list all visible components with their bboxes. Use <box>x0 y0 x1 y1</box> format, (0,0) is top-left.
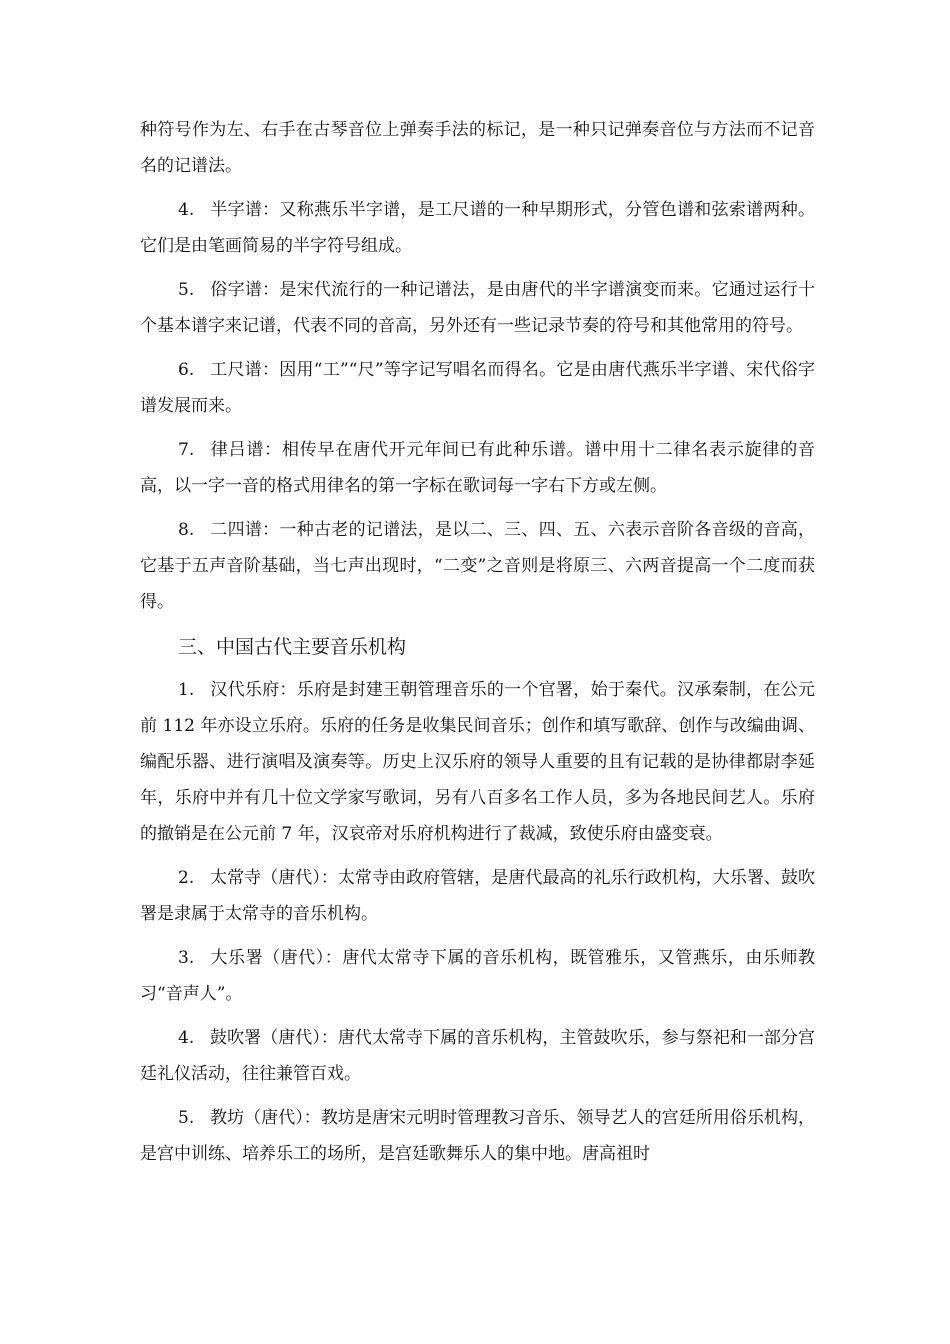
item-number: 2. <box>178 868 195 888</box>
item-text: 太常寺（唐代）：太常寺由政府管辖，是唐代最高的礼乐行政机构，大乐署、鼓吹署是隶属于太常寺的音乐机构。 <box>140 868 815 924</box>
intro-paragraph: 种符号作为左、右手在古琴音位上弹奏手法的标记，是一种只记弹奏音位与方法而不记音名的记谱法。 <box>140 120 815 176</box>
list-item <box>140 672 815 852</box>
item-text: 大乐署（唐代）：唐代太常寺下属的音乐机构，既管雅乐，又管燕乐，由乐师教习“音声人”。 <box>140 948 815 1004</box>
list-item <box>140 1020 815 1092</box>
item-number: 5. <box>178 1108 195 1128</box>
item-number: 1. <box>178 680 195 700</box>
item-number: 7. <box>178 440 195 460</box>
item-text: 俗字谱：是宋代流行的一种记谱法，是由唐代的半字谱演变而来。它通过运行十个基本谱字来记谱，代表不同的音高，另外还有一些记录节奏的符号和其他常用的符号。 <box>140 280 815 336</box>
list-item <box>140 192 815 264</box>
item-number: 4. <box>178 1028 195 1048</box>
item-text: 工尺谱：因用“工”“尺”等字记写唱名而得名。它是由唐代燕乐半字谱、宋代俗字谱发展而来。 <box>140 360 815 416</box>
page-content <box>140 112 815 1180</box>
item-text: 教坊（唐代）：教坊是唐宋元明时管理教习音乐、领导艺人的宫廷所用俗乐机构，是宫中训练、培养乐工的场所，是宫廷歌舞乐人的集中地。唐高祖时 <box>140 1108 815 1164</box>
item-number: 4. <box>178 200 195 220</box>
section-heading: 三、中国古代主要音乐机构 <box>178 636 407 658</box>
item-text: 鼓吹署（唐代）：唐代太常寺下属的音乐机构，主管鼓吹乐，参与祭祀和一部分宫廷礼仪活动，往往兼管百戏。 <box>140 1028 815 1084</box>
list-item <box>140 512 815 620</box>
list-item <box>140 860 815 932</box>
item-text: 律吕谱：相传早在唐代开元年间已有此种乐谱。谱中用十二律名表示旋律的音高，以一字一音的格式用律名的第一字标在歌词每一字右下方或左侧。 <box>140 440 815 496</box>
item-number: 6. <box>178 360 195 380</box>
item-number: 3. <box>178 948 195 968</box>
list-item <box>140 940 815 1012</box>
list-item <box>140 352 815 424</box>
notation-list <box>140 192 815 620</box>
item-number: 5. <box>178 280 195 300</box>
list-item <box>140 1100 815 1172</box>
institution-list <box>140 672 815 1172</box>
item-text: 二四谱：一种古老的记谱法，是以二、三、四、五、六表示音阶各音级的音高，它基于五声音阶基础，当七声出现时，“二变”之音则是将原三、六两音提高一个二度而获得。 <box>140 520 815 612</box>
list-item <box>140 272 815 344</box>
list-item <box>140 432 815 504</box>
item-number: 8. <box>178 520 195 540</box>
item-text: 半字谱：又称燕乐半字谱，是工尺谱的一种早期形式，分管色谱和弦索谱两种。它们是由笔画简易的半字符号组成。 <box>140 200 815 256</box>
item-text: 汉代乐府：乐府是封建王朝管理音乐的一个官署，始于秦代。汉承秦制，在公元前 112 年亦设立乐府。乐府的任务是收集民间音乐；创作和填写歌辞、创作与改编曲调、编配乐器、进行演唱及演奏等。历史上汉乐府的领导人重要的且有记载的是协律都尉李延年，乐府中并有几十位文学家写歌词，另有八百多名工作人员，多为各地民间艺人。乐府的撤销是在公元前 7 年，汉哀帝对乐府机构进行了裁减，致使乐府由盛变衰。 <box>140 680 815 844</box>
